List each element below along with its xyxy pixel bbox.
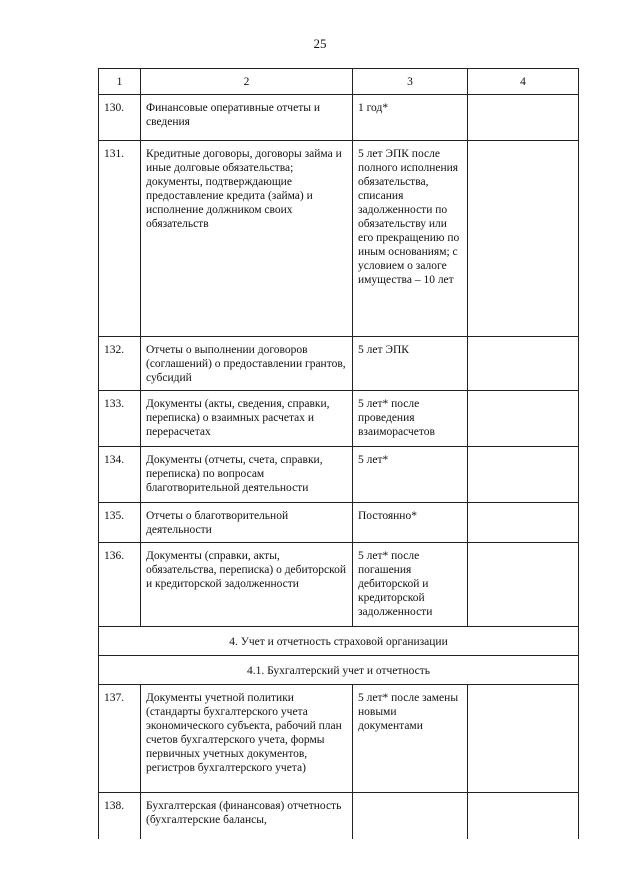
- table-row: [99, 337, 579, 391]
- row-term: Постоянно*: [353, 503, 468, 543]
- row-term: 5 лет ЭПК: [353, 337, 468, 391]
- row-note: [468, 95, 579, 141]
- row-term: 5 лет* после погашения дебиторской и кредиторской задолженности: [353, 543, 468, 627]
- row-title: Документы учетной политики (стандарты бухгалтерского учета экономического субъекта, рабочий план счетов бухгалтерского учета, формы первичных учетных документов, регистров бухгалтерского учета): [141, 685, 353, 793]
- header-cell-3: 3: [353, 69, 468, 95]
- row-term: 1 год*: [353, 95, 468, 141]
- row-number: 137.: [99, 685, 141, 793]
- header-cell-2: 2: [141, 69, 353, 95]
- row-term: 5 лет* после замены новыми документами: [353, 685, 468, 793]
- row-number: 138.: [99, 793, 141, 839]
- row-term: 5 лет ЭПК после полного исполнения обязательства, списания задолженности по обязательству или его прекращению по иным основаниям; с условием о залоге имущества – 10 лет: [353, 141, 468, 337]
- row-note: [468, 391, 579, 447]
- row-title: Бухгалтерская (финансовая) отчетность (бухгалтерские балансы,: [141, 793, 353, 839]
- row-title: Кредитные договоры, договоры займа и иные долговые обязательства; документы, подтверждающие предоставление кредита (займа) и исполнение должником своих обязательств: [141, 141, 353, 337]
- row-number: 131.: [99, 141, 141, 337]
- header-cell-1: 1: [99, 69, 141, 95]
- row-term: [353, 793, 468, 839]
- row-note: [468, 503, 579, 543]
- row-note: [468, 337, 579, 391]
- table-row: [99, 793, 579, 839]
- row-note: [468, 141, 579, 337]
- row-number: 135.: [99, 503, 141, 543]
- subsection-row: [99, 656, 579, 685]
- table-row: [99, 391, 579, 447]
- table-row: [99, 543, 579, 627]
- row-note: [468, 447, 579, 503]
- row-term: 5 лет*: [353, 447, 468, 503]
- row-title: Документы (отчеты, счета, справки, переписка) по вопросам благотворительной деятельности: [141, 447, 353, 503]
- header-cell-4: 4: [468, 69, 579, 95]
- table-row: [99, 685, 579, 793]
- table-row: [99, 503, 579, 543]
- row-title: Отчеты о выполнении договоров (соглашений) о предоставлении грантов, субсидий: [141, 337, 353, 391]
- row-number: 130.: [99, 95, 141, 141]
- row-title: Финансовые оперативные отчеты и сведения: [141, 95, 353, 141]
- section-heading: 4. Учет и отчетность страховой организации: [99, 627, 579, 656]
- retention-table: [98, 68, 579, 839]
- row-title: Документы (акты, сведения, справки, переписка) о взаимных расчетах и перерасчетах: [141, 391, 353, 447]
- subsection-heading: 4.1. Бухгалтерский учет и отчетность: [99, 656, 579, 685]
- page-number: 25: [313, 36, 327, 51]
- row-note: [468, 543, 579, 627]
- row-note: [468, 685, 579, 793]
- section-row: [99, 627, 579, 656]
- table-header-row: [99, 69, 579, 95]
- table-row: [99, 447, 579, 503]
- table-row: [99, 95, 579, 141]
- row-term: 5 лет* после проведения взаиморасчетов: [353, 391, 468, 447]
- row-number: 134.: [99, 447, 141, 503]
- table-row: [99, 141, 579, 337]
- row-note: [468, 793, 579, 839]
- row-title: Отчеты о благотворительной деятельности: [141, 503, 353, 543]
- row-title: Документы (справки, акты, обязательства, переписка) о дебиторской и кредиторской задолженности: [141, 543, 353, 627]
- row-number: 133.: [99, 391, 141, 447]
- row-number: 132.: [99, 337, 141, 391]
- row-number: 136.: [99, 543, 141, 627]
